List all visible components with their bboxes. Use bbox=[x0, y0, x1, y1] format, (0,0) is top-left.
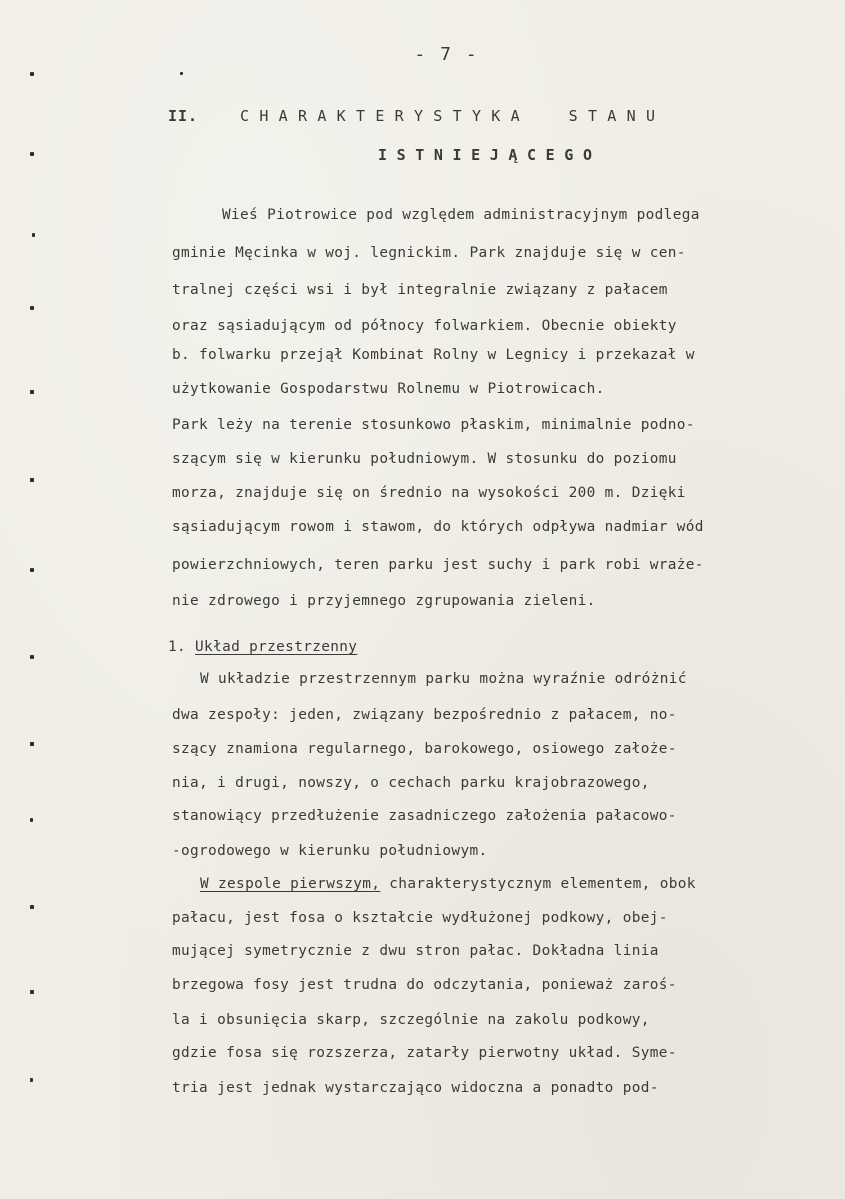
text-line: Park leży na terenie stosunkowo płaskim, minimalnie podno- bbox=[172, 417, 695, 433]
margin-mark bbox=[30, 990, 34, 994]
margin-mark bbox=[30, 742, 34, 746]
text-line: gdzie fosa się rozszerza, zatarły pierwotny układ. Syme- bbox=[172, 1045, 677, 1061]
margin-mark bbox=[30, 655, 34, 659]
text-line: szący znamiona regularnego, barokowego, osiowego założe- bbox=[172, 741, 677, 757]
margin-mark bbox=[30, 818, 33, 822]
text-line: użytkowanie Gospodarstwu Rolnemu w Piotrowicach. bbox=[172, 381, 605, 397]
text-line: gminie Męcinka w woj. legnickim. Park znajduje się w cen- bbox=[172, 245, 686, 261]
text-line: W układzie przestrzennym parku można wyraźnie odróżnić bbox=[200, 671, 687, 687]
margin-mark bbox=[30, 72, 34, 76]
text-span: charakterystycznym elementem, obok bbox=[380, 876, 696, 892]
text-line: la i obsunięcia skarp, szczególnie na zakolu podkowy, bbox=[172, 1012, 650, 1028]
text-line: mującej symetrycznie z dwu stron pałac. Dokładna linia bbox=[172, 943, 659, 959]
text-line: Wieś Piotrowice pod względem administracyjnym podlega bbox=[222, 207, 700, 223]
section-title: Układ przestrzenny bbox=[195, 639, 358, 655]
section-heading bbox=[168, 638, 357, 656]
text-line: b. folwarku przejął Kombinat Rolny w Legnicy i przekazał w bbox=[172, 347, 695, 363]
chapter-title-line2: ISTNIEJĄCEGO bbox=[378, 146, 602, 164]
section-number: 1. bbox=[168, 639, 187, 655]
margin-mark bbox=[30, 306, 34, 310]
page-number: - 7 - bbox=[414, 44, 479, 65]
text-line: sąsiadującym rowom i stawom, do których odpływa nadmiar wód bbox=[172, 519, 704, 535]
text-line: brzegowa fosy jest trudna do odczytania, ponieważ zaroś- bbox=[172, 977, 677, 993]
margin-mark bbox=[30, 478, 34, 482]
text-line: nia, i drugi, nowszy, o cechach parku krajobrazowego, bbox=[172, 775, 650, 791]
text-line: stanowiący przedłużenie zasadniczego założenia pałacowo- bbox=[172, 808, 677, 824]
margin-mark bbox=[30, 1078, 33, 1082]
margin-mark bbox=[30, 152, 34, 156]
chapter-numeral: II. bbox=[168, 107, 199, 125]
text-line: morza, znajduje się on średnio na wysokości 200 m. Dzięki bbox=[172, 485, 686, 501]
margin-mark bbox=[30, 568, 34, 572]
text-line: nie zdrowego i przyjemnego zgrupowania zieleni. bbox=[172, 593, 596, 609]
underlined-phrase: W zespole pierwszym, bbox=[200, 876, 381, 892]
text-line: szącym się w kierunku południowym. W stosunku do poziomu bbox=[172, 451, 677, 467]
text-line: tralnej części wsi i był integralnie związany z pałacem bbox=[172, 282, 668, 298]
text-line bbox=[200, 875, 696, 893]
margin-mark bbox=[30, 905, 34, 909]
margin-mark bbox=[30, 390, 34, 394]
text-line: -ogrodowego w kierunku południowym. bbox=[172, 843, 488, 859]
text-line: oraz sąsiadującym od północy folwarkiem. Obecnie obiekty bbox=[172, 318, 677, 334]
text-line: tria jest jednak wystarczająco widoczna a ponadto pod- bbox=[172, 1080, 659, 1096]
text-line: dwa zespoły: jeden, związany bezpośrednio z pałacem, no- bbox=[172, 707, 677, 723]
margin-mark bbox=[180, 72, 183, 75]
text-line: powierzchniowych, teren parku jest suchy i park robi wraże- bbox=[172, 557, 704, 573]
text-line: pałacu, jest fosa o kształcie wydłużonej podkowy, obej- bbox=[172, 910, 668, 926]
margin-mark bbox=[32, 233, 35, 237]
chapter-title-line1: CHARAKTERYSTYKA STANU bbox=[240, 107, 666, 125]
